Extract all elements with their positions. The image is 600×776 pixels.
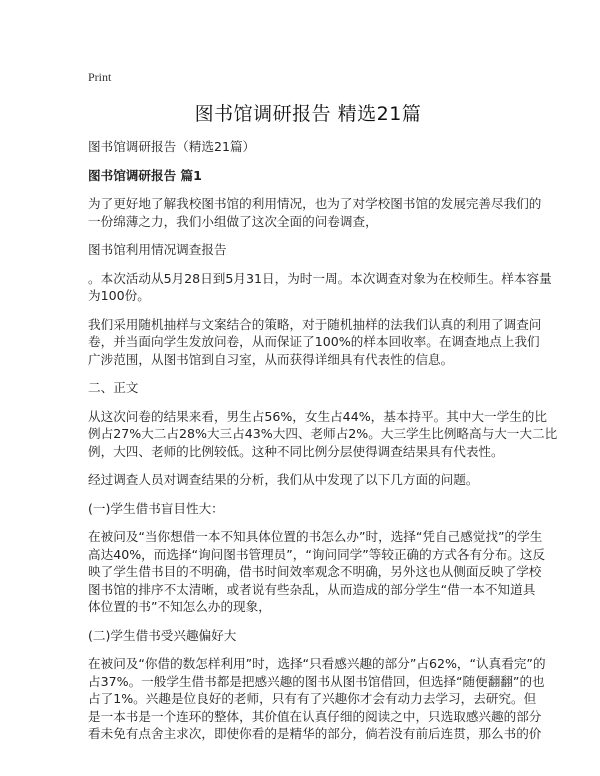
paragraph-line: 在被问及“当你想借一本不知具体位置的书怎么办”时，选择“凭自己感觉找”的学生 [88,529,543,544]
paragraph-line: 从这次问卷的结果来看，男生占56%，女生占44%，基本持平。其中大一学生的比 [88,408,547,424]
paragraph [88,408,558,461]
paragraph [88,528,546,616]
paragraph-line: 二、正文 [88,380,139,395]
paragraph [88,500,528,518]
paragraph-line: 高达40%，而选择“询问图书管理员”，“询问同学”等较正确的方式各有分布。这反 [88,546,546,562]
paragraph [88,627,528,645]
paragraph-line: 在被问及“你借的数怎样利用”时，选择“只看感兴趣的部分”占62%，“认真看完”的 [88,656,546,671]
document-body [88,195,558,743]
paragraph [88,241,528,259]
paragraph-line: 是一本书是一个连环的整体，其价值在认真仔细的阅读之中，只选取感兴趣的部分 [88,708,542,724]
paragraph-line: 占了1%。兴趣是位良好的老师，只有有了兴趣你才会有动力去学习，去研究。但 [88,691,537,706]
paragraph-line: 占37%。一般学生借书都是把感兴趣的图书从图书馆借回，但选择“随便翻翻”的也 [88,673,545,689]
paragraph-line: 图书馆的排序不太清晰，或者说有些杂乱，从而造成的部分学生“借一本不知道具 [88,581,536,597]
paragraph-line: 体位置的书”不知怎么办的现象， [88,599,271,614]
paragraph-line: 。本次活动从5月28日到5月31日，为时一周。本次调查对象为在校师生。样本容量 [88,270,552,286]
print-label: Print [88,70,112,84]
paragraph-line: 图书馆利用情况调查报告 [88,242,227,257]
paragraph-line: (二)学生借书受兴趣偏好大 [88,627,237,643]
paragraph-line: 卷，并当面向学生发放问卷，从而保证了100%的样本回收率。在调查地点上我们 [88,334,540,349]
paragraph-line: 经过调查人员对调查结果的分析，我们从中发现了以下几方面的问题。 [88,472,479,487]
paragraph [88,471,528,489]
paragraph [88,195,542,230]
paragraph-line: 我们采用随机抽样与文案结合的策略，对于随机抽样的法我们认真的利用了调查问 [88,316,542,332]
paragraph-line: 为100份。 [88,288,150,303]
paragraph-line: 为了更好地了解我校图书馆的利用情况，也为了对学校图书馆的发展完善尽我们的 [88,196,542,211]
paragraph-line: 看未免有点舍主求次，即使你看的是精华的部分，倘若没有前后连贯，那么书的价 [88,726,542,741]
paragraph [88,655,546,743]
paragraph-line: 广涉范围，从图书馆到自习室，从而获得详细具有代表性的信息。 [88,351,454,367]
paragraph [88,270,552,305]
paragraph-line: (一)学生借书盲目性大： [88,500,224,516]
paragraph-line: 例占27%大二占28%大三占43%大四、老师占2%。大三学生比例略高与大一大二比 [88,426,558,441]
section-heading: 图书馆调研报告 篇1 [88,167,202,183]
document-page [88,70,558,754]
paragraph-line: 一份绵薄之力，我们小组做了这次全面的问卷调查， [88,213,378,229]
paragraph [88,316,542,369]
paragraph-line: 例，大四、老师的比例较低。这种不同比例分层使得调查结果具有代表性。 [88,443,504,459]
paragraph [88,379,528,397]
document-title: 图书馆调研报告 精选21篇 [194,103,422,125]
document-subtitle: 图书馆调研报告（精选21篇） [88,139,256,154]
paragraph-line: 映了学生借书目的不明确，借书时间效率观念不明确，另外这也从侧面反映了学校 [88,564,542,579]
